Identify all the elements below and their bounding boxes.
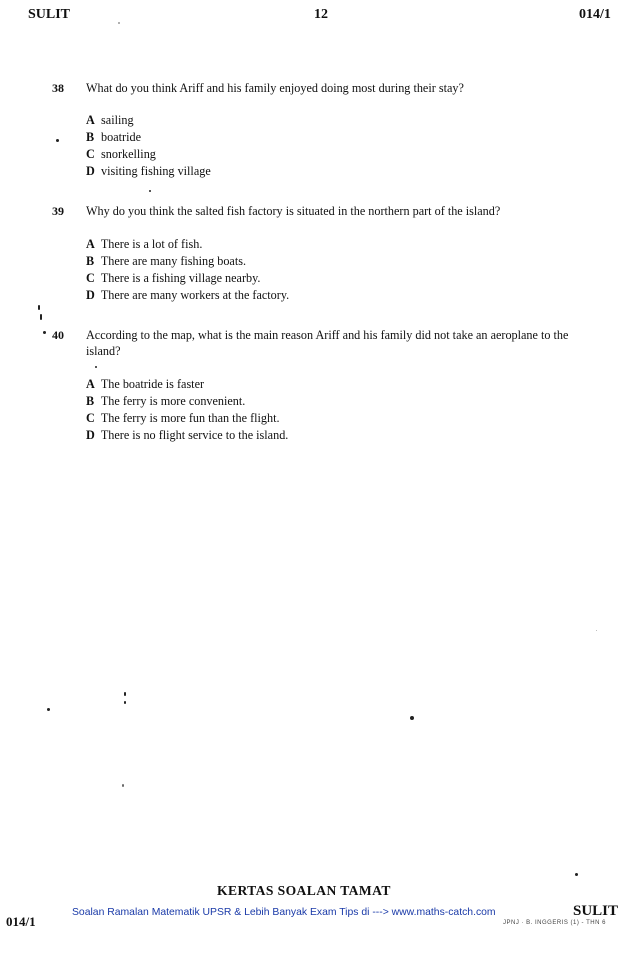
footer-sulit: SULIT (573, 903, 619, 919)
header-sulit: SULIT (28, 7, 71, 22)
option-letter: A (86, 113, 95, 127)
option-text: There are many workers at the factory. (100, 288, 290, 302)
option-38-c[interactable] (86, 146, 211, 163)
option-38-a[interactable] (86, 112, 211, 129)
page-number: 12 (314, 7, 328, 22)
option-text: There is a fishing village nearby. (100, 271, 261, 285)
scan-speck (43, 331, 46, 334)
option-letter: C (86, 147, 95, 161)
option-letter: C (86, 271, 95, 285)
option-40-c[interactable] (86, 410, 288, 427)
scan-speck (40, 314, 42, 320)
option-text: visiting fishing village (101, 164, 211, 178)
option-text: The ferry is more fun than the flight. (100, 411, 280, 425)
question-39-number: 39 (52, 204, 64, 218)
scan-speck (149, 190, 151, 192)
question-39-options (86, 236, 289, 304)
option-letter: D (86, 164, 95, 178)
question-39-text: Why do you think the salted fish factory is situated in the northern part of the island? (86, 204, 501, 218)
option-letter: B (86, 254, 95, 268)
scan-speck (575, 873, 578, 876)
question-38-options (86, 112, 211, 180)
option-text: snorkelling (101, 147, 156, 161)
question-40-text-line2: island? (86, 344, 121, 358)
option-text: There is a lot of fish. (100, 237, 203, 251)
question-38-number: 38 (52, 81, 64, 95)
header-paper-code: 014/1 (579, 7, 611, 22)
option-39-a[interactable] (86, 236, 289, 253)
option-letter: D (86, 428, 95, 442)
question-38-text: What do you think Ariff and his family enjoyed doing most during their stay? (86, 81, 464, 95)
option-text: boatride (101, 130, 141, 144)
scan-speck (47, 708, 50, 711)
option-40-d[interactable] (86, 427, 288, 444)
scan-speck (56, 139, 59, 142)
footer-subject-code: JPNJ · B. INGGERIS (1) - THN 6 (503, 920, 606, 926)
option-39-b[interactable] (86, 253, 289, 270)
scan-speck (38, 305, 40, 310)
scan-speck (118, 22, 120, 24)
option-letter: C (86, 411, 95, 425)
scan-speck (596, 630, 597, 631)
scan-speck (124, 692, 126, 696)
option-letter: A (86, 237, 95, 251)
option-text: sailing (101, 113, 134, 127)
footer-paper-code: 014/1 (6, 914, 36, 929)
option-38-d[interactable] (86, 163, 211, 180)
option-letter: B (86, 130, 95, 144)
promo-link[interactable]: Soalan Ramalan Matematik UPSR & Lebih Banyak Exam Tips di ---> www.maths-catch.com (72, 907, 496, 918)
scan-speck (95, 366, 97, 368)
option-40-a[interactable] (86, 376, 288, 393)
option-text: The ferry is more convenient. (100, 394, 246, 408)
option-letter: A (86, 377, 95, 391)
option-39-c[interactable] (86, 270, 289, 287)
option-40-b[interactable] (86, 393, 288, 410)
option-letter: B (86, 394, 95, 408)
question-40-number: 40 (52, 328, 64, 342)
question-40-options (86, 376, 288, 444)
option-text: There is no flight service to the island. (100, 428, 289, 442)
option-text: The boatride is faster (100, 377, 205, 391)
scan-speck (410, 716, 414, 720)
option-text: There are many fishing boats. (100, 254, 247, 268)
question-40-text-line1: According to the map, what is the main reason Ariff and his family did not take an aeroplane to the (86, 328, 569, 342)
end-of-paper-title: KERTAS SOALAN TAMAT (217, 883, 391, 898)
option-letter: D (86, 288, 95, 302)
option-38-b[interactable] (86, 129, 211, 146)
scan-speck (122, 784, 124, 787)
scan-speck (124, 701, 126, 704)
option-39-d[interactable] (86, 287, 289, 304)
